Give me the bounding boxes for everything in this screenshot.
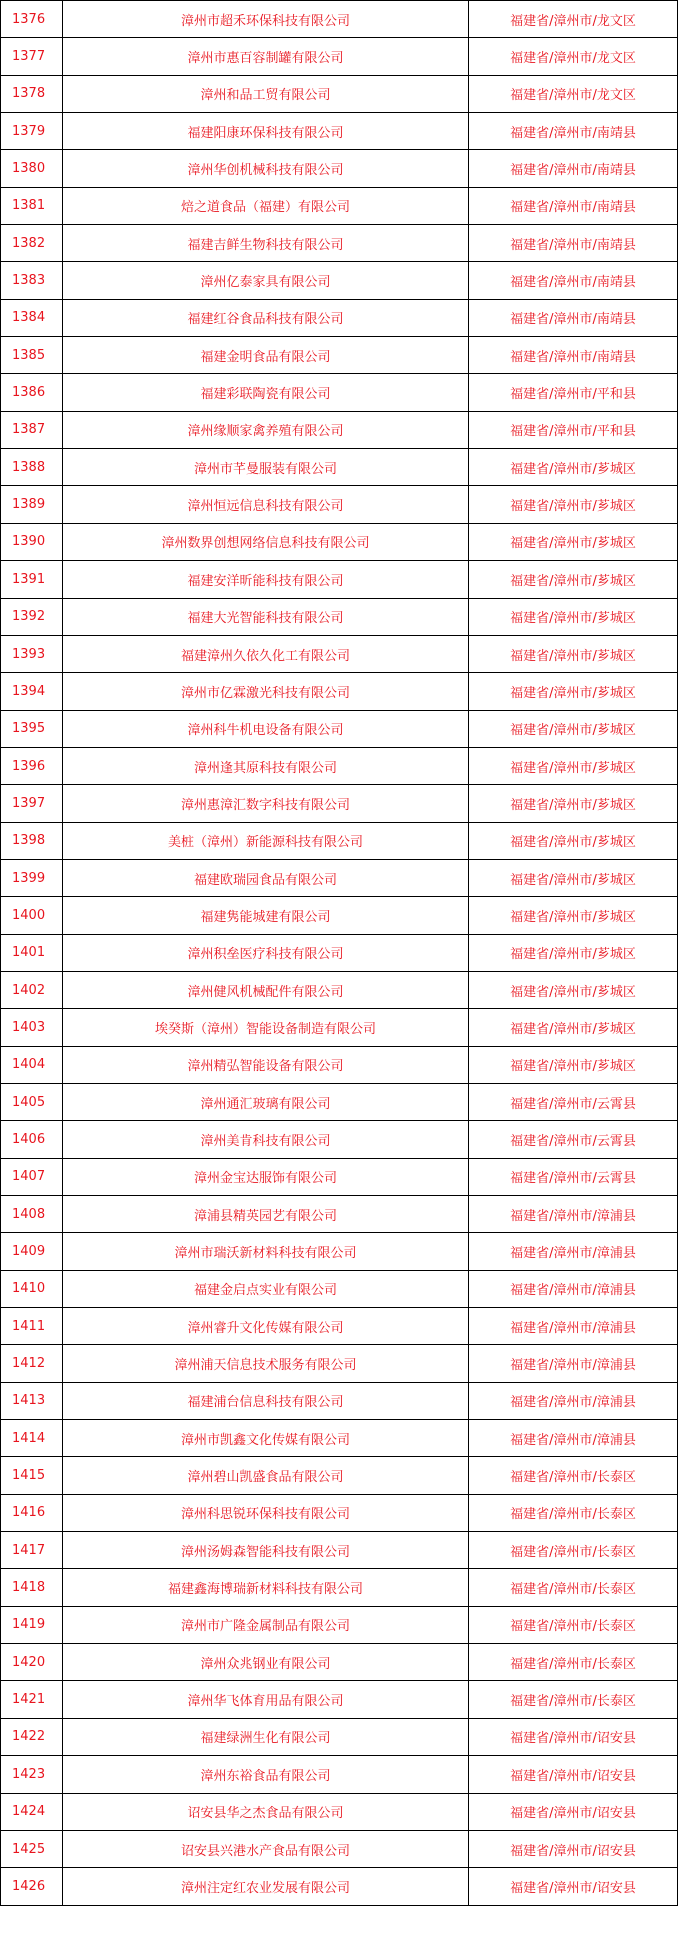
table-row [1, 1532, 678, 1569]
row-number-cell: 1401 [1, 934, 63, 971]
row-number-cell: 1400 [1, 897, 63, 934]
company-name-cell: 漳州市广隆金属制品有限公司 [63, 1606, 469, 1643]
company-name-cell: 漳州市超禾环保科技有限公司 [63, 1, 469, 38]
table-row [1, 1457, 678, 1494]
row-number-cell: 1407 [1, 1158, 63, 1195]
region-cell: 福建省/漳州市/南靖县 [469, 299, 678, 336]
region-cell: 福建省/漳州市/漳浦县 [469, 1345, 678, 1382]
region-cell: 福建省/漳州市/长泰区 [469, 1532, 678, 1569]
row-number-cell: 1390 [1, 523, 63, 560]
region-cell: 福建省/漳州市/龙文区 [469, 1, 678, 38]
row-number-cell: 1391 [1, 561, 63, 598]
table-row [1, 1644, 678, 1681]
region-cell: 福建省/漳州市/南靖县 [469, 187, 678, 224]
company-name-cell: 漳州汤姆森智能科技有限公司 [63, 1532, 469, 1569]
company-name-cell: 漳州华创机械科技有限公司 [63, 150, 469, 187]
region-cell: 福建省/漳州市/诏安县 [469, 1868, 678, 1905]
row-number-cell: 1379 [1, 113, 63, 150]
row-number-cell: 1425 [1, 1830, 63, 1867]
table-row [1, 374, 678, 411]
table-row [1, 299, 678, 336]
company-name-cell: 漳浦县精英园艺有限公司 [63, 1196, 469, 1233]
company-name-cell: 福建隽能城建有限公司 [63, 897, 469, 934]
region-cell: 福建省/漳州市/南靖县 [469, 225, 678, 262]
region-cell: 福建省/漳州市/龙文区 [469, 75, 678, 112]
company-name-cell: 福建安洋昕能科技有限公司 [63, 561, 469, 598]
region-cell: 福建省/漳州市/云霄县 [469, 1083, 678, 1120]
table-row [1, 38, 678, 75]
region-cell: 福建省/漳州市/云霄县 [469, 1158, 678, 1195]
table-row [1, 337, 678, 374]
row-number-cell: 1384 [1, 299, 63, 336]
table-row [1, 934, 678, 971]
company-name-cell: 诏安县兴港水产食品有限公司 [63, 1830, 469, 1867]
row-number-cell: 1376 [1, 1, 63, 38]
row-number-cell: 1399 [1, 859, 63, 896]
company-name-cell: 漳州数界创想网络信息科技有限公司 [63, 523, 469, 560]
row-number-cell: 1416 [1, 1494, 63, 1531]
table-row [1, 1, 678, 38]
table-row [1, 1121, 678, 1158]
region-cell: 福建省/漳州市/南靖县 [469, 150, 678, 187]
table-row [1, 1046, 678, 1083]
region-cell: 福建省/漳州市/芗城区 [469, 449, 678, 486]
region-cell: 福建省/漳州市/平和县 [469, 374, 678, 411]
company-name-cell: 漳州科牛机电设备有限公司 [63, 710, 469, 747]
region-cell: 福建省/漳州市/长泰区 [469, 1644, 678, 1681]
table-row [1, 411, 678, 448]
table-row [1, 673, 678, 710]
region-cell: 福建省/漳州市/云霄县 [469, 1121, 678, 1158]
row-number-cell: 1383 [1, 262, 63, 299]
row-number-cell: 1385 [1, 337, 63, 374]
region-cell: 福建省/漳州市/漳浦县 [469, 1196, 678, 1233]
company-name-cell: 福建大光智能科技有限公司 [63, 598, 469, 635]
region-cell: 福建省/漳州市/芗城区 [469, 486, 678, 523]
row-number-cell: 1386 [1, 374, 63, 411]
company-name-cell: 漳州和品工贸有限公司 [63, 75, 469, 112]
row-number-cell: 1419 [1, 1606, 63, 1643]
region-cell: 福建省/漳州市/芗城区 [469, 1046, 678, 1083]
table-row [1, 1756, 678, 1793]
company-name-cell: 漳州健风机械配件有限公司 [63, 971, 469, 1008]
table-row [1, 1606, 678, 1643]
region-cell: 福建省/漳州市/漳浦县 [469, 1233, 678, 1270]
table-row [1, 971, 678, 1008]
region-cell: 福建省/漳州市/长泰区 [469, 1606, 678, 1643]
row-number-cell: 1409 [1, 1233, 63, 1270]
company-name-cell: 漳州市惠百容制罐有限公司 [63, 38, 469, 75]
row-number-cell: 1398 [1, 822, 63, 859]
row-number-cell: 1422 [1, 1718, 63, 1755]
company-name-cell: 漳州市亿霖激光科技有限公司 [63, 673, 469, 710]
row-number-cell: 1411 [1, 1308, 63, 1345]
row-number-cell: 1393 [1, 635, 63, 672]
row-number-cell: 1394 [1, 673, 63, 710]
company-name-cell: 漳州众兆钢业有限公司 [63, 1644, 469, 1681]
table-row [1, 635, 678, 672]
region-cell: 福建省/漳州市/芗城区 [469, 859, 678, 896]
region-cell: 福建省/漳州市/芗城区 [469, 971, 678, 1008]
region-cell: 福建省/漳州市/芗城区 [469, 523, 678, 560]
row-number-cell: 1395 [1, 710, 63, 747]
row-number-cell: 1403 [1, 1009, 63, 1046]
company-name-cell: 埃癸斯（漳州）智能设备制造有限公司 [63, 1009, 469, 1046]
row-number-cell: 1421 [1, 1681, 63, 1718]
company-table-body [1, 1, 678, 1906]
region-cell: 福建省/漳州市/诏安县 [469, 1793, 678, 1830]
region-cell: 福建省/漳州市/芗城区 [469, 673, 678, 710]
row-number-cell: 1412 [1, 1345, 63, 1382]
company-name-cell: 漳州科思锐环保科技有限公司 [63, 1494, 469, 1531]
table-row [1, 1308, 678, 1345]
table-row [1, 262, 678, 299]
row-number-cell: 1406 [1, 1121, 63, 1158]
table-row [1, 1270, 678, 1307]
table-row [1, 1868, 678, 1905]
region-cell: 福建省/漳州市/芗城区 [469, 598, 678, 635]
table-row [1, 710, 678, 747]
company-name-cell: 漳州市瑞沃新材料科技有限公司 [63, 1233, 469, 1270]
table-row [1, 1420, 678, 1457]
company-name-cell: 福建浦台信息科技有限公司 [63, 1382, 469, 1419]
region-cell: 福建省/漳州市/漳浦县 [469, 1420, 678, 1457]
table-row [1, 747, 678, 784]
table-row [1, 150, 678, 187]
row-number-cell: 1404 [1, 1046, 63, 1083]
company-name-cell: 漳州恒远信息科技有限公司 [63, 486, 469, 523]
table-row [1, 1382, 678, 1419]
region-cell: 福建省/漳州市/芗城区 [469, 822, 678, 859]
company-name-cell: 福建鑫海博瑞新材料科技有限公司 [63, 1569, 469, 1606]
region-cell: 福建省/漳州市/芗城区 [469, 747, 678, 784]
table-row [1, 1569, 678, 1606]
table-row [1, 1793, 678, 1830]
region-cell: 福建省/漳州市/芗城区 [469, 897, 678, 934]
row-number-cell: 1392 [1, 598, 63, 635]
row-number-cell: 1423 [1, 1756, 63, 1793]
company-name-cell: 漳州逢其原科技有限公司 [63, 747, 469, 784]
table-row [1, 1830, 678, 1867]
row-number-cell: 1417 [1, 1532, 63, 1569]
row-number-cell: 1415 [1, 1457, 63, 1494]
row-number-cell: 1381 [1, 187, 63, 224]
company-name-cell: 漳州金宝达服饰有限公司 [63, 1158, 469, 1195]
company-name-cell: 福建彩联陶瓷有限公司 [63, 374, 469, 411]
company-name-cell: 福建欧瑞园食品有限公司 [63, 859, 469, 896]
table-row [1, 822, 678, 859]
company-name-cell: 漳州亿泰家具有限公司 [63, 262, 469, 299]
region-cell: 福建省/漳州市/长泰区 [469, 1569, 678, 1606]
row-number-cell: 1426 [1, 1868, 63, 1905]
region-cell: 福建省/漳州市/诏安县 [469, 1718, 678, 1755]
row-number-cell: 1405 [1, 1083, 63, 1120]
table-row [1, 225, 678, 262]
row-number-cell: 1382 [1, 225, 63, 262]
row-number-cell: 1389 [1, 486, 63, 523]
table-row [1, 75, 678, 112]
region-cell: 福建省/漳州市/漳浦县 [469, 1270, 678, 1307]
region-cell: 福建省/漳州市/龙文区 [469, 38, 678, 75]
company-name-cell: 漳州缘顺家禽养殖有限公司 [63, 411, 469, 448]
table-row [1, 859, 678, 896]
row-number-cell: 1402 [1, 971, 63, 1008]
region-cell: 福建省/漳州市/诏安县 [469, 1756, 678, 1793]
row-number-cell: 1408 [1, 1196, 63, 1233]
company-name-cell: 漳州积垒医疗科技有限公司 [63, 934, 469, 971]
company-name-cell: 漳州浦天信息技术服务有限公司 [63, 1345, 469, 1382]
company-name-cell: 美桩（漳州）新能源科技有限公司 [63, 822, 469, 859]
table-row [1, 1009, 678, 1046]
row-number-cell: 1387 [1, 411, 63, 448]
region-cell: 福建省/漳州市/南靖县 [469, 337, 678, 374]
company-name-cell: 福建漳州久依久化工有限公司 [63, 635, 469, 672]
region-cell: 福建省/漳州市/漳浦县 [469, 1308, 678, 1345]
company-name-cell: 福建金明食品有限公司 [63, 337, 469, 374]
table-row [1, 449, 678, 486]
company-name-cell: 漳州睿升文化传媒有限公司 [63, 1308, 469, 1345]
row-number-cell: 1418 [1, 1569, 63, 1606]
region-cell: 福建省/漳州市/南靖县 [469, 113, 678, 150]
row-number-cell: 1420 [1, 1644, 63, 1681]
region-cell: 福建省/漳州市/南靖县 [469, 262, 678, 299]
company-name-cell: 福建绿洲生化有限公司 [63, 1718, 469, 1755]
row-number-cell: 1424 [1, 1793, 63, 1830]
company-name-cell: 福建阳康环保科技有限公司 [63, 113, 469, 150]
company-name-cell: 诏安县华之杰食品有限公司 [63, 1793, 469, 1830]
region-cell: 福建省/漳州市/长泰区 [469, 1457, 678, 1494]
table-row [1, 523, 678, 560]
table-row [1, 113, 678, 150]
company-name-cell: 漳州惠漳汇数字科技有限公司 [63, 785, 469, 822]
row-number-cell: 1380 [1, 150, 63, 187]
row-number-cell: 1413 [1, 1382, 63, 1419]
company-name-cell: 漳州东裕食品有限公司 [63, 1756, 469, 1793]
region-cell: 福建省/漳州市/芗城区 [469, 561, 678, 598]
table-row [1, 1083, 678, 1120]
region-cell: 福建省/漳州市/漳浦县 [469, 1382, 678, 1419]
region-cell: 福建省/漳州市/芗城区 [469, 710, 678, 747]
region-cell: 福建省/漳州市/芗城区 [469, 635, 678, 672]
table-row [1, 1196, 678, 1233]
company-name-cell: 漳州美肯科技有限公司 [63, 1121, 469, 1158]
region-cell: 福建省/漳州市/芗城区 [469, 785, 678, 822]
row-number-cell: 1410 [1, 1270, 63, 1307]
region-cell: 福建省/漳州市/长泰区 [469, 1494, 678, 1531]
table-row [1, 561, 678, 598]
company-name-cell: 漳州通汇玻璃有限公司 [63, 1083, 469, 1120]
region-cell: 福建省/漳州市/芗城区 [469, 934, 678, 971]
table-row [1, 1681, 678, 1718]
company-name-cell: 漳州市凯鑫文化传媒有限公司 [63, 1420, 469, 1457]
company-name-cell: 漳州市芊曼服装有限公司 [63, 449, 469, 486]
company-name-cell: 焙之道食品（福建）有限公司 [63, 187, 469, 224]
table-row [1, 785, 678, 822]
table-row [1, 897, 678, 934]
row-number-cell: 1388 [1, 449, 63, 486]
company-name-cell: 漳州碧山凯盛食品有限公司 [63, 1457, 469, 1494]
region-cell: 福建省/漳州市/诏安县 [469, 1830, 678, 1867]
row-number-cell: 1378 [1, 75, 63, 112]
table-row [1, 187, 678, 224]
region-cell: 福建省/漳州市/芗城区 [469, 1009, 678, 1046]
row-number-cell: 1397 [1, 785, 63, 822]
region-cell: 福建省/漳州市/长泰区 [469, 1681, 678, 1718]
region-cell: 福建省/漳州市/平和县 [469, 411, 678, 448]
table-row [1, 1718, 678, 1755]
row-number-cell: 1377 [1, 38, 63, 75]
company-name-cell: 漳州注定红农业发展有限公司 [63, 1868, 469, 1905]
company-name-cell: 福建金启点实业有限公司 [63, 1270, 469, 1307]
table-row [1, 598, 678, 635]
table-row [1, 1494, 678, 1531]
company-name-cell: 福建吉鲜生物科技有限公司 [63, 225, 469, 262]
company-name-cell: 漳州华飞体育用品有限公司 [63, 1681, 469, 1718]
table-row [1, 1158, 678, 1195]
row-number-cell: 1414 [1, 1420, 63, 1457]
company-name-cell: 福建红谷食品科技有限公司 [63, 299, 469, 336]
table-row [1, 1345, 678, 1382]
row-number-cell: 1396 [1, 747, 63, 784]
table-row [1, 486, 678, 523]
company-name-cell: 漳州精弘智能设备有限公司 [63, 1046, 469, 1083]
table-row [1, 1233, 678, 1270]
